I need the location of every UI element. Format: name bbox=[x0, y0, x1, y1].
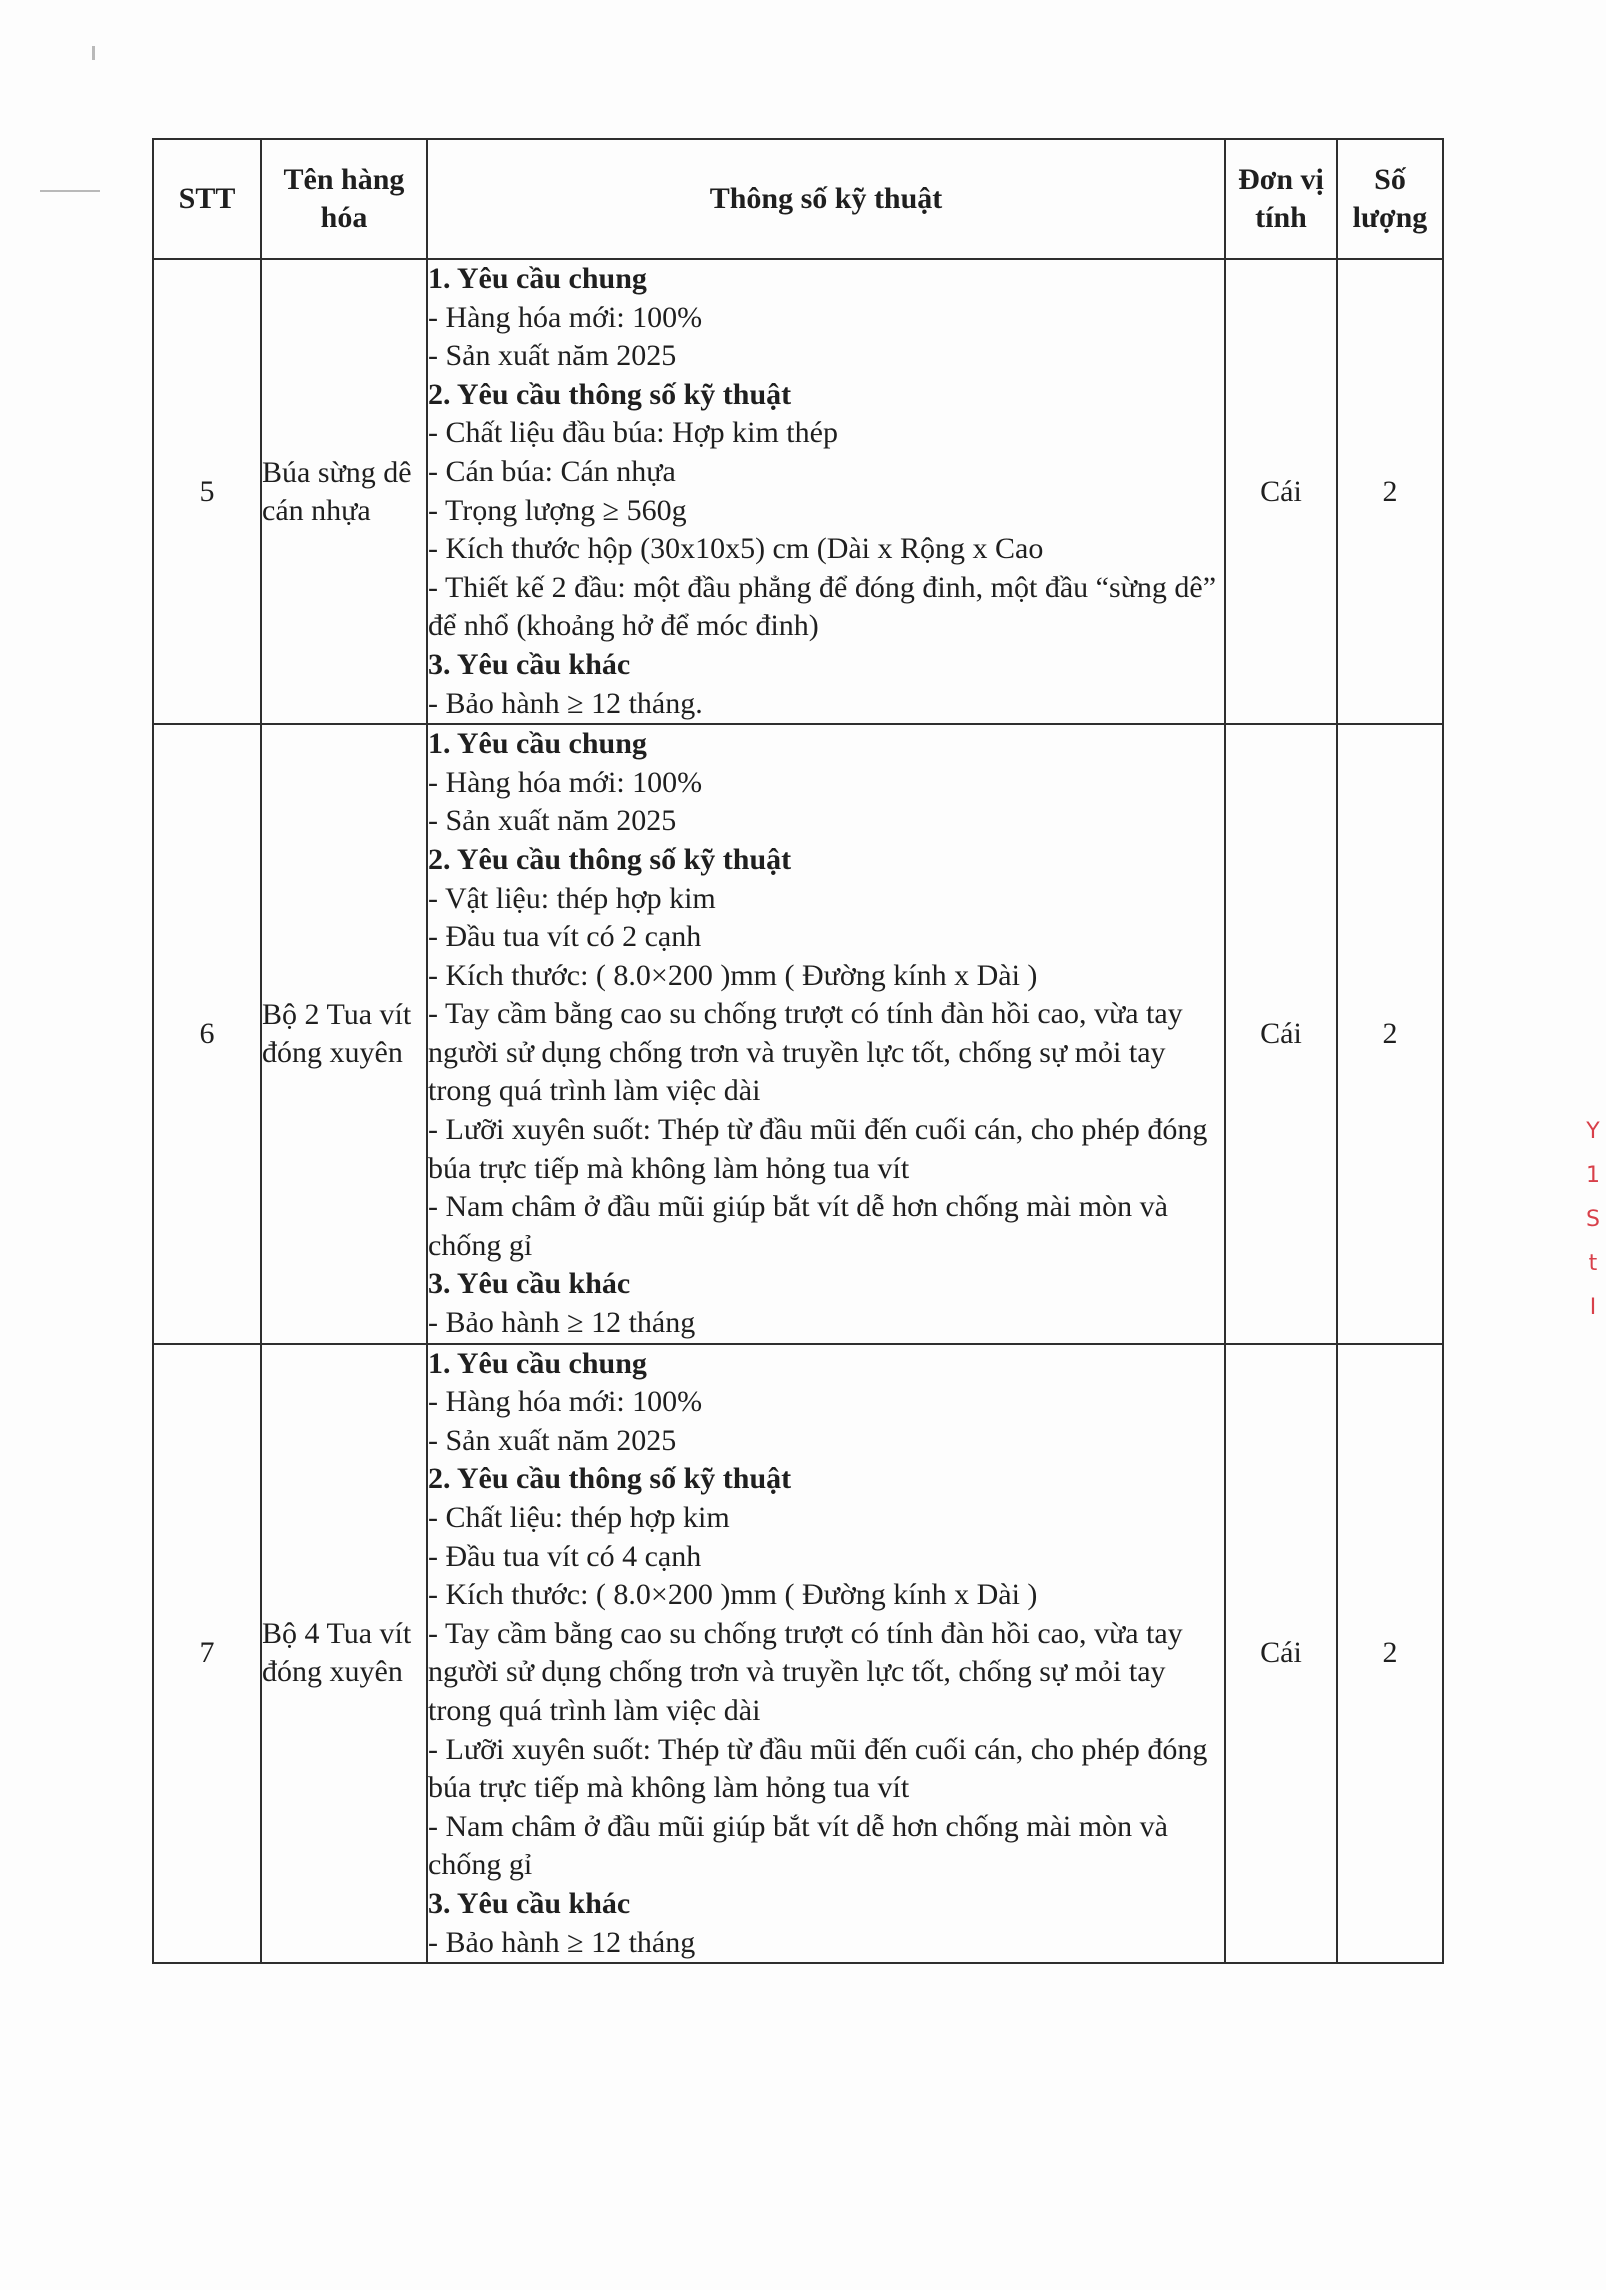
row-item-name: Bộ 2 Tua vít đóng xuyên bbox=[261, 724, 427, 1344]
header-item-name: Tên hàng hóa bbox=[261, 139, 427, 259]
spec-section-heading: 1. Yêu cầu chung bbox=[428, 262, 647, 295]
spec-line: - Sản xuất năm 2025 bbox=[428, 804, 677, 838]
table-row bbox=[153, 1344, 1443, 1964]
row-unit: Cái bbox=[1225, 1344, 1337, 1964]
spec-line: - Nam châm ở đầu mũi giúp bắt vít dễ hơn chống mài mòn và chống gỉ bbox=[428, 1809, 1168, 1882]
row-item-name: Búa sừng dê cán nhựa bbox=[261, 259, 427, 724]
header-stt: STT bbox=[153, 139, 261, 259]
spec-line: - Cán búa: Cán nhựa bbox=[428, 454, 676, 488]
row-specifications bbox=[427, 1344, 1225, 1964]
table-row bbox=[153, 724, 1443, 1344]
row-stt: 5 bbox=[153, 259, 261, 724]
spec-line: - Lưỡi xuyên suốt: Thép từ đầu mũi đến cuối cán, cho phép đóng búa trực tiếp mà không làm hỏng tua vít bbox=[428, 1113, 1208, 1185]
spec-line: - Hàng hóa mới: 100% bbox=[428, 300, 703, 334]
spec-line: - Hàng hóa mới: 100% bbox=[428, 1385, 703, 1419]
spec-section-heading: 2. Yêu cầu thông số kỹ thuật bbox=[428, 1462, 792, 1496]
spec-line: - Kích thước: ( 8.0×200 )mm ( Đường kính x Dài ) bbox=[428, 1578, 1038, 1612]
spec-line: - Chất liệu: thép hợp kim bbox=[428, 1501, 730, 1534]
spec-line: - Chất liệu đầu búa: Hợp kim thép bbox=[428, 416, 838, 450]
spec-line: - Tay cầm bằng cao su chống trượt có tính đàn hồi cao, vừa tay người sử dụng chống trơn và truyền lực tốt, chống sự mỏi tay trong quá trình làm việc dài bbox=[428, 1616, 1183, 1727]
row-stt: 6 bbox=[153, 724, 261, 1344]
spec-section-heading: 3. Yêu cầu khác bbox=[428, 1267, 631, 1301]
spec-line: - Đầu tua vít có 4 cạnh bbox=[428, 1539, 702, 1573]
spec-line: - Thiết kế 2 đầu: một đầu phẳng để đóng đinh, một đầu “sừng dê” để nhổ (khoảng hở để móc đinh) bbox=[428, 570, 1217, 643]
spec-line: - Hàng hóa mới: 100% bbox=[428, 765, 703, 799]
header-unit: Đơn vị tính bbox=[1225, 139, 1337, 259]
spec-line: - Bảo hành ≥ 12 tháng bbox=[428, 1925, 696, 1959]
scan-artifact bbox=[92, 46, 95, 60]
spec-line: - Kích thước hộp (30x10x5) cm (Dài x Rộng x Cao bbox=[428, 532, 1044, 566]
row-quantity: 2 bbox=[1337, 259, 1443, 724]
spec-line: - Sản xuất năm 2025 bbox=[428, 339, 677, 373]
spec-section-heading: 3. Yêu cầu khác bbox=[428, 1886, 631, 1920]
red-stamp-fragment: Y 1 S t I bbox=[1586, 1119, 1600, 1320]
spec-section-heading: 2. Yêu cầu thông số kỹ thuật bbox=[428, 842, 792, 876]
row-specifications bbox=[427, 724, 1225, 1344]
spec-line: - Bảo hành ≥ 12 tháng. bbox=[428, 686, 703, 720]
spec-line: - Sản xuất năm 2025 bbox=[428, 1423, 677, 1457]
header-specifications: Thông số kỹ thuật bbox=[427, 139, 1225, 259]
row-unit: Cái bbox=[1225, 724, 1337, 1344]
row-quantity: 2 bbox=[1337, 724, 1443, 1344]
spec-line: - Vật liệu: thép hợp kim bbox=[428, 881, 716, 915]
spec-line: - Đầu tua vít có 2 cạnh bbox=[428, 920, 702, 954]
header-quantity: Số lượng bbox=[1337, 139, 1443, 259]
row-item-name: Bộ 4 Tua vít đóng xuyên bbox=[261, 1344, 427, 1964]
spec-section-heading: 3. Yêu cầu khác bbox=[428, 647, 631, 681]
row-quantity: 2 bbox=[1337, 1344, 1443, 1964]
spec-line: - Lưỡi xuyên suốt: Thép từ đầu mũi đến cuối cán, cho phép đóng búa trực tiếp mà không làm hỏng tua vít bbox=[428, 1732, 1208, 1805]
table-row bbox=[153, 259, 1443, 724]
row-specifications bbox=[427, 259, 1225, 724]
row-unit: Cái bbox=[1225, 259, 1337, 724]
spec-section-heading: 2. Yêu cầu thông số kỹ thuật bbox=[428, 377, 792, 411]
spec-line: - Bảo hành ≥ 12 tháng bbox=[428, 1306, 696, 1340]
row-stt: 7 bbox=[153, 1344, 261, 1964]
spec-line: - Trọng lượng ≥ 560g bbox=[428, 493, 687, 527]
spec-line: - Kích thước: ( 8.0×200 )mm ( Đường kính x Dài ) bbox=[428, 958, 1038, 992]
spec-line: - Tay cầm bằng cao su chống trượt có tính đàn hồi cao, vừa tay người sử dụng chống trơn và truyền lực tốt, chống sự mỏi tay trong quá trình làm việc dài bbox=[428, 997, 1183, 1108]
spec-section-heading: 1. Yêu cầu chung bbox=[428, 727, 647, 761]
specification-table bbox=[152, 138, 1444, 1964]
scan-artifact bbox=[40, 190, 100, 192]
table-header-row bbox=[153, 139, 1443, 259]
table-body bbox=[153, 259, 1443, 1963]
spec-line: - Nam châm ở đầu mũi giúp bắt vít dễ hơn chống mài mòn và chống gỉ bbox=[428, 1190, 1168, 1262]
spec-section-heading: 1. Yêu cầu chung bbox=[428, 1346, 647, 1380]
